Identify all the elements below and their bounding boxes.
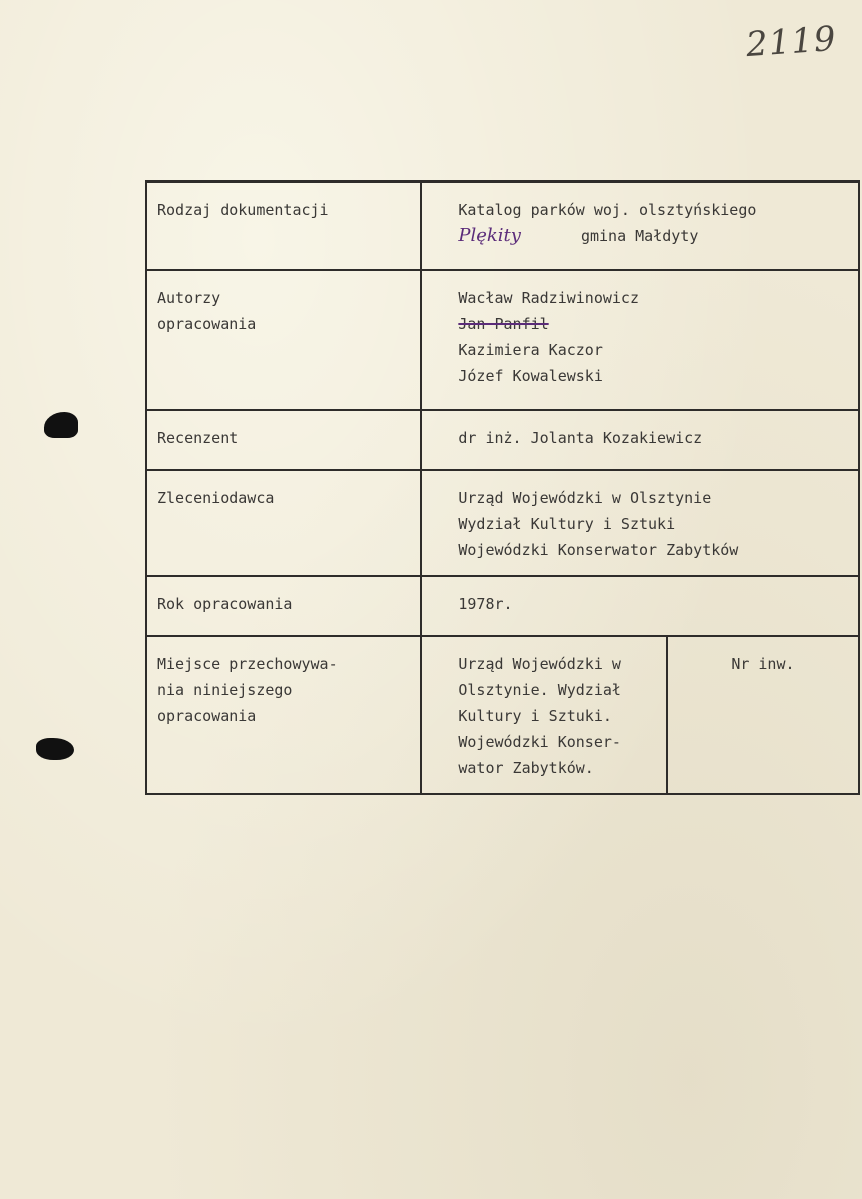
author-3: Kazimiera Kaczor (458, 340, 603, 359)
label-recenzent-text: Recenzent (157, 428, 239, 447)
catalog-subtitle-line (458, 223, 848, 249)
storage-line-5: wator Zabytków. (458, 758, 594, 777)
handwritten-place-name: Plękity (458, 225, 521, 246)
value-recenzent (421, 410, 859, 470)
label-rodzaj-text: Rodzaj dokumentacji (157, 201, 329, 219)
catalog-title: Katalog parków woj. olsztyńskiego (458, 201, 757, 219)
storage-line-3: Kultury i Sztuki. (458, 706, 612, 725)
punch-hole-top (44, 412, 78, 438)
row-miejsce (146, 636, 859, 794)
year-value: 1978r. (458, 594, 513, 613)
label-zleceniodawca-text: Zleceniodawca (157, 488, 275, 507)
inventory-number-cell (667, 636, 859, 794)
label-rodzaj (146, 182, 421, 270)
row-recenzent (146, 410, 859, 470)
label-rok (146, 576, 421, 636)
value-rok (421, 576, 859, 636)
label-miejsce-line-1: Miejsce przechowywa- (157, 654, 338, 673)
value-zleceniodawca (421, 470, 859, 576)
label-autorzy-line-2: opracowania (157, 314, 257, 333)
label-zleceniodawca (146, 470, 421, 576)
author-4: Józef Kowalewski (458, 366, 603, 385)
storage-line-4: Wojewódzki Konser- (458, 732, 621, 751)
author-1: Wacław Radziwinowicz (458, 288, 639, 307)
label-miejsce-line-3: opracowania (157, 706, 257, 725)
label-autorzy-line-1: Autorzy (157, 288, 221, 307)
label-recenzent (146, 410, 421, 470)
gmina-text: gmina Małdyty (580, 227, 699, 245)
value-autorzy (421, 270, 859, 410)
storage-line-1: Urząd Wojewódzki w (458, 654, 621, 673)
inventory-number-label: Nr inw. (731, 654, 795, 673)
label-miejsce-line-2: nia niniejszego (157, 680, 293, 699)
row-rodzaj (146, 182, 859, 270)
punch-hole-bottom (36, 738, 74, 760)
client-line-1: Urząd Wojewódzki w Olsztynie (458, 488, 712, 507)
value-miejsce (421, 636, 666, 794)
page-number: 2119 (744, 18, 838, 66)
label-rok-text: Rok opracowania (157, 594, 293, 613)
client-line-3: Wojewódzki Konserwator Zabytków (458, 540, 739, 559)
label-autorzy (146, 270, 421, 410)
row-zleceniodawca (146, 470, 859, 576)
client-line-2: Wydział Kultury i Sztuki (458, 514, 676, 533)
row-rok (146, 576, 859, 636)
storage-line-2: Olsztynie. Wydział (458, 680, 621, 699)
author-2-struck: Jan Panfil (458, 314, 549, 333)
label-miejsce (146, 636, 421, 794)
value-rodzaj (421, 182, 859, 270)
row-autorzy (146, 270, 859, 410)
reviewer-name: dr inż. Jolanta Kozakiewicz (458, 428, 703, 447)
documentation-table (145, 180, 860, 795)
